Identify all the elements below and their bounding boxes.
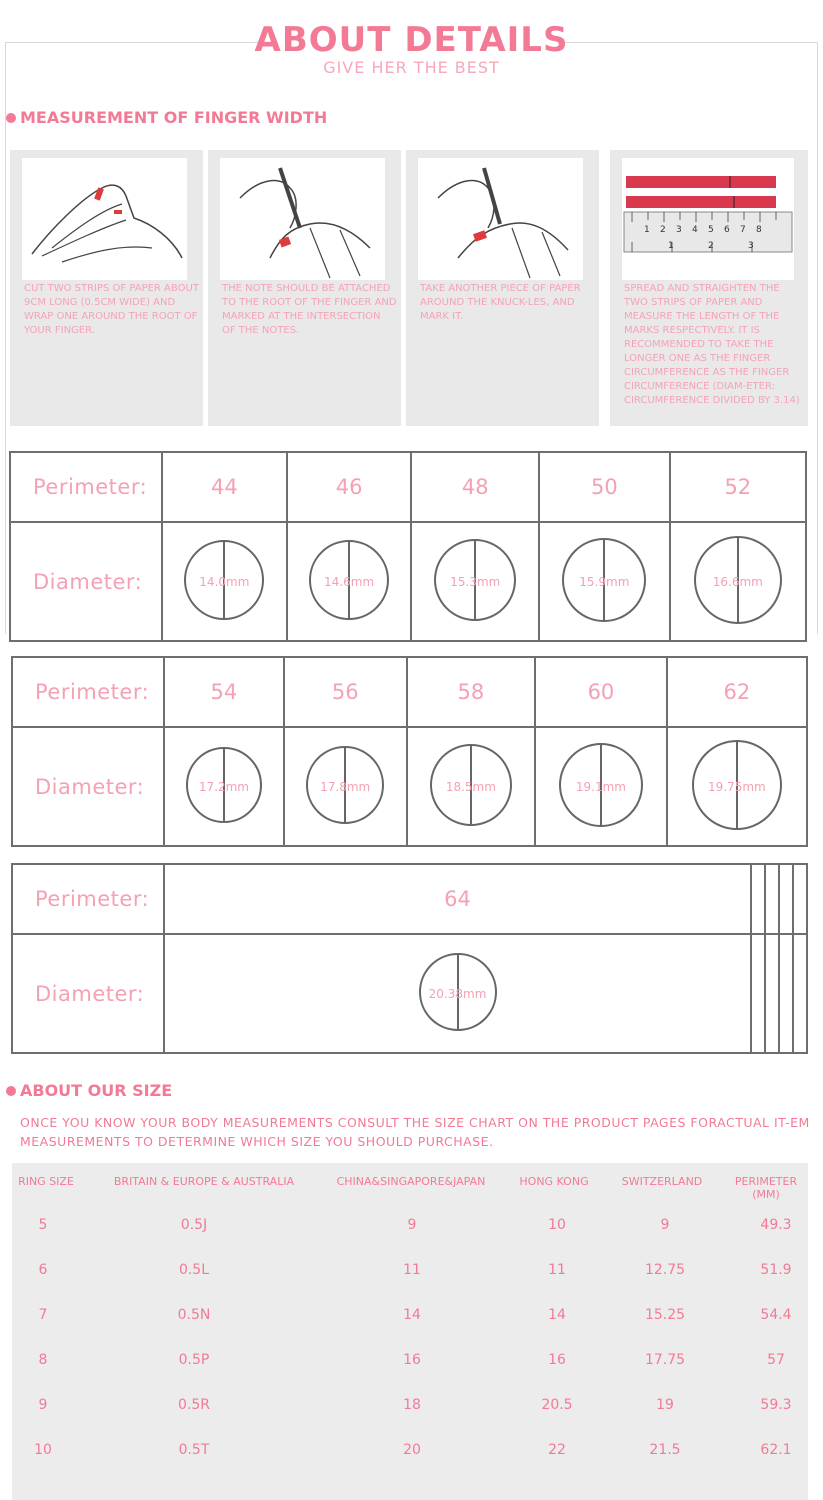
size-chart-header: HONG KONG xyxy=(519,1175,589,1188)
diameter-cell xyxy=(407,727,536,846)
step-4-text: SPREAD AND STRAIGHTEN THE TWO STRIPS OF PAPER AND MEASURE THE LENGTH OF THE MARKS RESPECTIVELY. IT IS RECOMMENDED TO TAKE THE LONGER ONE AS THE FINGER CIRCUMFERENCE AS THE FINGER CIRCUMFERENCE (DIAM-ETER: CIRCUMFERENCE DIVIDED BY 3.14) xyxy=(624,283,800,406)
diameter-cell xyxy=(535,727,667,846)
perimeter-label: Perimeter: xyxy=(10,452,162,522)
step-2-text: THE NOTE SHOULD BE ATTACHED TO THE ROOT OF THE FINGER AND MARKED AT THE INTERSECTION OF THE NOTES. xyxy=(222,283,397,336)
perimeter-row xyxy=(12,657,807,727)
ruler-tick-label: 2 xyxy=(708,241,714,251)
ring-circle-icon xyxy=(307,538,391,626)
ring-circle-icon xyxy=(428,742,514,832)
diameter-value: 16.6mm xyxy=(712,574,763,589)
diameter-cell xyxy=(670,522,806,641)
perimeter-label: Perimeter: xyxy=(12,864,164,934)
size-chart-cell: 16 xyxy=(548,1352,566,1368)
size-chart-cell: 0.5L xyxy=(178,1262,210,1278)
size-chart-cell: 49.3 xyxy=(760,1217,792,1233)
diameter-value: 20.38mm xyxy=(428,986,487,1001)
step-3-text: TAKE ANOTHER PIECE OF PAPER AROUND THE KNUCK-LES, AND MARK IT. xyxy=(420,283,581,322)
diameter-label: Diameter: xyxy=(12,934,164,1053)
size-chart-cell: 57 xyxy=(767,1352,785,1368)
diameter-value: 18.5mm xyxy=(445,779,496,794)
size-chart-cell: 8 xyxy=(38,1352,48,1368)
step-3 xyxy=(406,150,599,426)
frame-side-left xyxy=(5,42,6,634)
diameter-value: 15.9mm xyxy=(579,574,630,589)
size-chart-cell: 22 xyxy=(548,1442,566,1458)
ring-circle-icon xyxy=(304,744,386,830)
diameter-cell xyxy=(287,522,412,641)
size-table-1 xyxy=(9,451,807,642)
hand-mark-icon xyxy=(220,158,385,280)
perimeter-row xyxy=(12,864,807,934)
size-chart-cell: 0.5N xyxy=(177,1307,211,1323)
ring-circle-icon xyxy=(184,745,264,829)
section-title-measurement xyxy=(6,108,327,127)
ruler-tick-label: 3 xyxy=(748,241,754,251)
diameter-value: 19.1mm xyxy=(575,779,626,794)
perimeter-cell: 60 xyxy=(535,657,667,727)
ruler-tick-label: 1 xyxy=(668,241,674,251)
ruler-tick-label: 8 xyxy=(756,225,762,235)
diameter-cell xyxy=(539,522,670,641)
size-chart-header: SWITZERLAND xyxy=(621,1175,703,1188)
size-chart-cell: 59.3 xyxy=(760,1397,792,1413)
size-chart-cell: 21.5 xyxy=(649,1442,681,1458)
perimeter-row xyxy=(10,452,806,522)
size-chart-cell: 0.5J xyxy=(180,1217,208,1233)
ruler-icon xyxy=(622,158,794,280)
step-1-text: CUT TWO STRIPS OF PAPER ABOUT 9CM LONG (0.5CM WIDE) AND WRAP ONE AROUND THE ROOT OF YOUR FINGER. xyxy=(24,283,199,336)
diameter-cell xyxy=(411,522,539,641)
ring-circle-icon xyxy=(557,741,645,833)
size-chart-header: BRITAIN & EUROPE & AUSTRALIA xyxy=(113,1175,295,1188)
perimeter-cell: 56 xyxy=(284,657,407,727)
ruler-tick-label: 6 xyxy=(724,225,730,235)
size-chart xyxy=(12,1163,808,1500)
diameter-cell xyxy=(162,522,287,641)
bullet-dot-icon xyxy=(6,113,16,123)
diameter-cell xyxy=(793,934,807,1053)
size-chart-cell: 10 xyxy=(34,1442,52,1458)
size-intro-text: ONCE YOU KNOW YOUR BODY MEASUREMENTS CONSULT THE SIZE CHART ON THE PRODUCT PAGES FORACTUAL IT-EM MEASUREMENTS TO DETERMINE WHICH SIZE YOU SHOULD PURCHASE. xyxy=(20,1115,810,1149)
section-title-size xyxy=(6,1081,172,1100)
perimeter-cell: 50 xyxy=(539,452,670,522)
ring-circle-icon xyxy=(432,537,518,627)
diameter-row xyxy=(12,727,807,846)
knuckle-mark-icon xyxy=(418,158,583,280)
ruler-tick-label: 2 xyxy=(660,225,666,235)
size-chart-cell: 0.5T xyxy=(178,1442,210,1458)
perimeter-cell: 58 xyxy=(407,657,536,727)
size-chart-cell: 9 xyxy=(407,1217,417,1233)
size-chart-cell: 0.5P xyxy=(178,1352,210,1368)
frame-side-right xyxy=(817,42,818,634)
diameter-label: Diameter: xyxy=(10,522,162,641)
ruler-tick-label: 4 xyxy=(692,225,698,235)
size-chart-cell: 20 xyxy=(403,1442,421,1458)
perimeter-cell: 44 xyxy=(162,452,287,522)
size-chart-cell: 9 xyxy=(660,1217,670,1233)
diameter-cell xyxy=(751,934,765,1053)
diameter-row xyxy=(10,522,806,641)
size-chart-cell: 11 xyxy=(548,1262,566,1278)
size-chart-cell: 54.4 xyxy=(760,1307,792,1323)
size-chart-cell: 11 xyxy=(403,1262,421,1278)
diameter-row xyxy=(12,934,807,1053)
diameter-value: 17.8mm xyxy=(320,779,371,794)
hand-wrap-icon xyxy=(22,158,187,280)
size-chart-header: PERIMETER (MM) xyxy=(734,1175,798,1201)
size-chart-cell: 20.5 xyxy=(541,1397,573,1413)
size-chart-cell: 62.1 xyxy=(760,1442,792,1458)
diameter-cell xyxy=(765,934,779,1053)
measurement-steps xyxy=(10,150,808,426)
size-chart-header: CHINA&SINGAPORE&JAPAN xyxy=(336,1175,486,1188)
ring-circle-icon xyxy=(182,538,266,626)
size-chart-cell: 15.25 xyxy=(644,1307,686,1323)
size-table-2 xyxy=(11,656,808,847)
perimeter-cell: 48 xyxy=(411,452,539,522)
diameter-cell xyxy=(164,934,751,1053)
size-chart-cell: 19 xyxy=(656,1397,674,1413)
size-chart-cell: 0.5R xyxy=(178,1397,210,1413)
size-chart-cell: 16 xyxy=(403,1352,421,1368)
size-chart-cell: 12.75 xyxy=(644,1262,686,1278)
ruler-tick-label: 7 xyxy=(740,225,746,235)
size-chart-cell: 17.75 xyxy=(644,1352,686,1368)
size-chart-cell: 6 xyxy=(38,1262,48,1278)
size-chart-header: RING SIZE xyxy=(18,1175,74,1188)
size-table-3 xyxy=(11,863,808,1054)
ring-circle-icon xyxy=(690,738,784,836)
perimeter-cell: 64 xyxy=(164,864,751,934)
bullet-dot-icon xyxy=(6,1086,16,1096)
size-chart-cell: 14 xyxy=(403,1307,421,1323)
size-chart-cell: 18 xyxy=(403,1397,421,1413)
size-chart-cell: 14 xyxy=(548,1307,566,1323)
size-chart-cell: 9 xyxy=(38,1397,48,1413)
perimeter-cell xyxy=(765,864,779,934)
perimeter-cell: 52 xyxy=(670,452,806,522)
step-1 xyxy=(10,150,203,426)
section-title-measurement-text: MEASUREMENT OF FINGER WIDTH xyxy=(20,108,328,127)
size-chart-cell: 51.9 xyxy=(760,1262,792,1278)
size-chart-cell: 10 xyxy=(548,1217,566,1233)
perimeter-cell xyxy=(793,864,807,934)
diameter-cell xyxy=(284,727,407,846)
ruler-tick-label: 1 xyxy=(644,225,650,235)
diameter-cell xyxy=(164,727,284,846)
perimeter-cell: 62 xyxy=(667,657,807,727)
ring-circle-icon xyxy=(560,536,648,628)
size-chart-cell: 7 xyxy=(38,1307,48,1323)
page-title: ABOUT DETAILS xyxy=(254,20,569,60)
ruler-tick-label: 3 xyxy=(676,225,682,235)
perimeter-cell xyxy=(751,864,765,934)
diameter-cell xyxy=(779,934,793,1053)
diameter-value: 19.75mm xyxy=(707,779,766,794)
diameter-label: Diameter: xyxy=(12,727,164,846)
diameter-cell xyxy=(667,727,807,846)
size-chart-cell: 5 xyxy=(38,1217,48,1233)
ruler-tick-label: 5 xyxy=(708,225,714,235)
diameter-value: 15.3mm xyxy=(450,574,501,589)
perimeter-label: Perimeter: xyxy=(12,657,164,727)
diameter-value: 14.0mm xyxy=(199,574,250,589)
perimeter-cell: 54 xyxy=(164,657,284,727)
perimeter-cell xyxy=(779,864,793,934)
step-2 xyxy=(208,150,401,426)
section-title-size-text: ABOUT OUR SIZE xyxy=(20,1081,173,1100)
page-subtitle: GIVE HER THE BEST xyxy=(323,58,500,77)
ring-circle-icon xyxy=(692,534,784,630)
ring-circle-icon xyxy=(417,951,499,1037)
step-4 xyxy=(610,150,808,426)
diameter-value: 14.6mm xyxy=(324,574,375,589)
perimeter-cell: 46 xyxy=(287,452,412,522)
diameter-value: 17.2mm xyxy=(198,779,249,794)
